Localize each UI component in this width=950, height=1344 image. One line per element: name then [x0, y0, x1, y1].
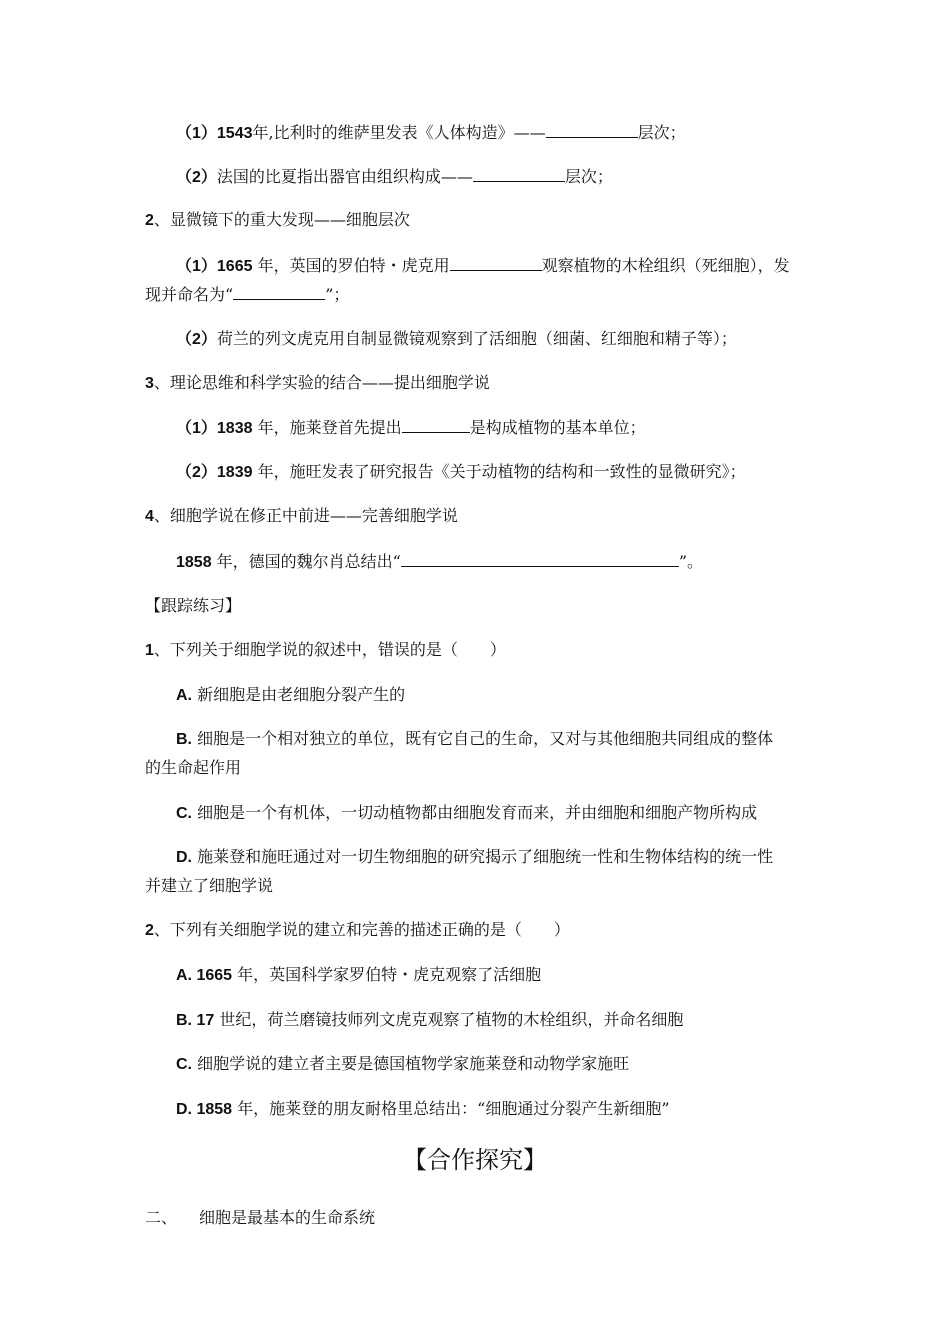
section-number: 3 — [145, 375, 154, 392]
practice-title: 【跟踪练习】 — [145, 596, 242, 615]
option-label: D. — [176, 849, 192, 866]
section-text: 、显微镜下的重大发现——细胞层次 — [153, 210, 410, 229]
year: 1839 — [216, 464, 253, 481]
year: 1858 — [176, 554, 212, 571]
option-b[interactable] — [176, 1010, 683, 1031]
item-number: （1） — [176, 125, 217, 142]
option-text: 细胞学说的建立者主要是德国植物学家施莱登和动物学家施旺 — [192, 1054, 630, 1073]
option-text: 细胞是一个相对独立的单位，既有它自己的生命，又对与其他细胞共同组成的整体 — [192, 729, 774, 748]
option-label: C. — [176, 805, 192, 822]
fill-blank[interactable] — [546, 122, 638, 138]
cooperation-title: 【合作探究】 — [403, 1146, 547, 1174]
question-1 — [145, 640, 506, 661]
option-text: 新细胞是由老细胞分裂产生的 — [192, 685, 406, 704]
section-text: 细胞是最基本的生命系统 — [199, 1208, 376, 1227]
option-c[interactable] — [176, 1054, 629, 1075]
option-label: C. — [176, 1056, 192, 1073]
option-label: A. — [176, 687, 192, 704]
leeuwenhoek-line — [176, 329, 737, 350]
year: 1665 — [216, 258, 253, 275]
item-number: （2） — [176, 331, 217, 348]
bichat-line — [176, 166, 613, 188]
text: ”。 — [678, 552, 704, 571]
section-text: 、理论思维和科学实验的结合——提出细胞学说 — [153, 373, 490, 392]
option-label: B. — [176, 731, 192, 748]
item-number: （2） — [176, 169, 217, 186]
option-text: 细胞是一个有机体，一切动植物都由细胞发育而来，并由细胞和细胞产物所构成 — [192, 803, 758, 822]
question-number: 2 — [145, 922, 154, 939]
year: 1838 — [216, 420, 253, 437]
schleiden-line — [176, 417, 646, 439]
question-stem: 、下列关于细胞学说的叙述中，错误的是（ ） — [153, 640, 506, 659]
hooke-line-cont — [145, 284, 349, 305]
text: 法国的比夏指出器官由组织构成—— — [216, 167, 473, 186]
text: 层次； — [637, 123, 686, 142]
option-label: D. 1858 — [176, 1101, 233, 1118]
virchow-line — [176, 551, 703, 573]
section-heading — [145, 506, 458, 527]
text: 年，德国的魏尔肖总结出“ — [211, 552, 401, 571]
section-heading — [145, 1208, 375, 1228]
option-d[interactable] — [176, 847, 773, 868]
text: ”； — [325, 285, 350, 304]
question-number: 1 — [145, 642, 154, 659]
section-heading — [145, 373, 490, 394]
option-a[interactable] — [176, 965, 541, 986]
option-text: 世纪，荷兰磨镜技师列文虎克观察了植物的木栓组织，并命名细胞 — [214, 1010, 684, 1029]
text: 观察植物的木栓组织（死细胞），发 — [541, 256, 790, 275]
option-text: 年，英国科学家罗伯特・虎克观察了活细胞 — [232, 965, 542, 984]
text: 是构成植物的基本单位； — [469, 418, 646, 437]
fill-blank[interactable] — [401, 551, 679, 567]
option-label: B. 17 — [176, 1012, 215, 1029]
section-heading — [145, 210, 410, 231]
option-d[interactable] — [176, 1099, 670, 1120]
section-number: 2 — [145, 212, 154, 229]
option-label: A. 1665 — [176, 967, 233, 984]
item-number: （1） — [176, 258, 217, 275]
fill-blank[interactable] — [402, 417, 470, 433]
option-text: 施莱登和施旺通过对一切生物细胞的研究揭示了细胞统一性和生物体结构的统一性 — [192, 847, 774, 866]
hooke-line — [176, 255, 790, 277]
text: 层次； — [564, 167, 613, 186]
option-c[interactable] — [176, 803, 757, 824]
option-text: 年，施莱登的朋友耐格里总结出：“细胞通过分裂产生新细胞” — [232, 1099, 670, 1118]
text: 年，施莱登首先提出 — [252, 418, 402, 437]
text: 年,比利时的维萨里发表《人体构造》—— — [252, 123, 546, 142]
text: 现并命名为“ — [145, 285, 234, 304]
option-b-cont: 的生命起作用 — [145, 758, 242, 777]
section-number: 4 — [145, 508, 154, 525]
option-a[interactable] — [176, 685, 405, 706]
section-text: 、细胞学说在修正中前进——完善细胞学说 — [153, 506, 458, 525]
question-stem: 、下列有关细胞学说的建立和完善的描述正确的是（ ） — [153, 920, 570, 939]
schwann-line — [176, 462, 746, 483]
option-d-cont: 并建立了细胞学说 — [145, 876, 274, 895]
option-b[interactable] — [176, 729, 773, 750]
section-number: 二、 — [145, 1208, 178, 1227]
text: 年，英国的罗伯特・虎克用 — [252, 256, 450, 275]
text: 荷兰的列文虎克用自制显微镜观察到了活细胞（细菌、红细胞和精子等）； — [216, 329, 737, 348]
year: 1543 — [216, 125, 253, 142]
question-2 — [145, 920, 570, 941]
item-number: （1） — [176, 420, 217, 437]
text: 年，施旺发表了研究报告《关于动植物的结构和一致性的显微研究》； — [252, 462, 746, 481]
anatomy-line — [176, 122, 686, 144]
fill-blank[interactable] — [450, 255, 542, 271]
fill-blank[interactable] — [473, 166, 565, 182]
fill-blank[interactable] — [233, 284, 325, 300]
item-number: （2） — [176, 464, 217, 481]
